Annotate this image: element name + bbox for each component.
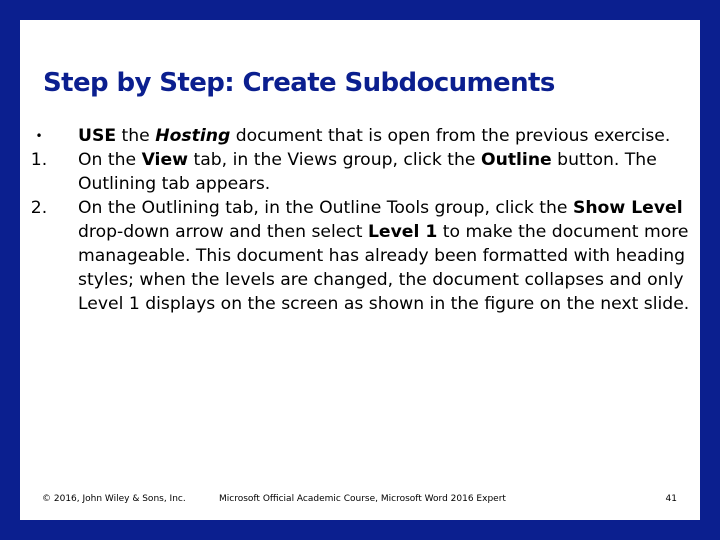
text-run: Hosting — [155, 126, 231, 146]
slide-content — [20, 124, 700, 316]
bullet-marker: • — [35, 129, 43, 143]
step-text — [78, 150, 657, 194]
page-number: 41 — [665, 494, 677, 504]
text-run: Level 1 — [367, 222, 438, 242]
text-run: button. The Outlining tab appears. — [78, 150, 657, 194]
bullet-text — [78, 126, 670, 146]
slide-title: Step by Step: Create Subdocuments — [43, 68, 555, 98]
numbered-item-2 — [20, 196, 700, 316]
text-run: On the Outlining tab, in the Outline Tools group, click the — [78, 198, 573, 218]
text-run: On the — [78, 150, 142, 170]
text-run: Show Level — [572, 198, 683, 218]
footer-course-title: Microsoft Official Academic Course, Microsoft Word 2016 Expert — [219, 494, 506, 504]
number-marker: 2. — [30, 198, 48, 218]
numbered-item-1 — [20, 148, 700, 196]
text-run: document that is open from the previous exercise. — [230, 126, 671, 146]
text-run: Outline — [480, 150, 552, 170]
step-text — [78, 198, 689, 314]
text-run: View — [141, 150, 188, 170]
text-run: drop-down arrow and then select — [78, 222, 368, 242]
text-run: the — [116, 126, 156, 146]
text-run: to make the document more manageable. This document has already been formatted with heading styles; when the levels are changed, the document collapses and only Level 1 displays on the screen as shown in the figure on the next slide. — [78, 222, 690, 314]
bullet-item — [20, 124, 700, 148]
number-marker: 1. — [30, 150, 48, 170]
text-run: USE — [78, 126, 117, 146]
text-run: tab, in the Views group, click the — [188, 150, 481, 170]
slide — [20, 20, 700, 520]
footer-copyright: © 2016, John Wiley & Sons, Inc. — [42, 494, 186, 504]
